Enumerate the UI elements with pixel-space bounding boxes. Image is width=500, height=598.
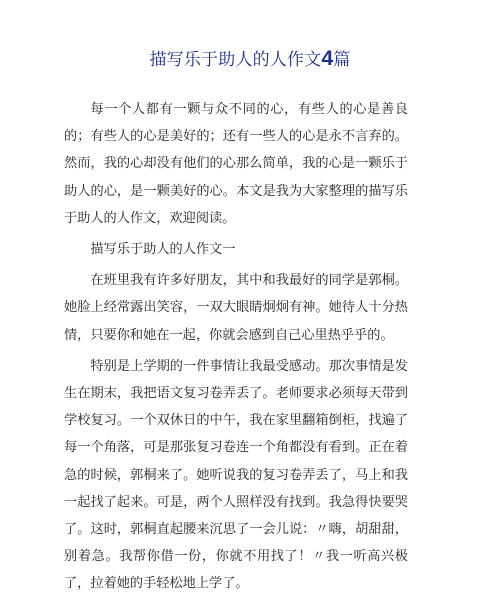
- title-text: 描写乐于助人的人作文: [149, 50, 322, 70]
- section-heading: 描写乐于助人的人作文一: [90, 242, 236, 258]
- body-paragraph: 在班里我有许多好朋友，其中和我最好的同学是郭桐。她脸上经常露出笑容，一双大眼睛炯炯有神。她待人十分热情，只要你和她在一起，你就会感到自己心里热乎乎的。: [64, 273, 408, 343]
- document-title: [0, 46, 500, 73]
- title-suffix: 篇: [333, 50, 351, 70]
- intro-paragraph: 每一个人都有一颗与众不同的心，有些人的心是善良的；有些人的心是美好的；还有一些人的心是永不言弃的。然而，我的心却没有他们的心那么简单，我的心是一颗乐于助人的心，是一颗美好的心。本文是我为大家整理的描写乐于助人的人作文，欢迎阅读。: [64, 102, 408, 226]
- document-body: [64, 96, 408, 598]
- title-number: 4: [321, 47, 334, 70]
- body-paragraph: 特别是上学期的一件事情让我最受感动。那次事情是发生在期末，我把语文复习卷弄丢了。老师要求必须每天带到学校复习。一个双休日的中午，我在家里翻箱倒柜，找遍了每一个角落，可是那张复习卷连一个角都没有看到。正在着急的时候，郭桐来了。她听说我的复习卷弄丢了，马上和我一起找了起来。可是，两个人照样没有找到。我急得快要哭了。这时，郭桐直起腰来沉思了一会儿说：〃嗨，胡甜甜，别着急。我帮你借一份，你就不用找了！〃我一听高兴极了，拉着她的手轻松地上学了。: [64, 358, 408, 592]
